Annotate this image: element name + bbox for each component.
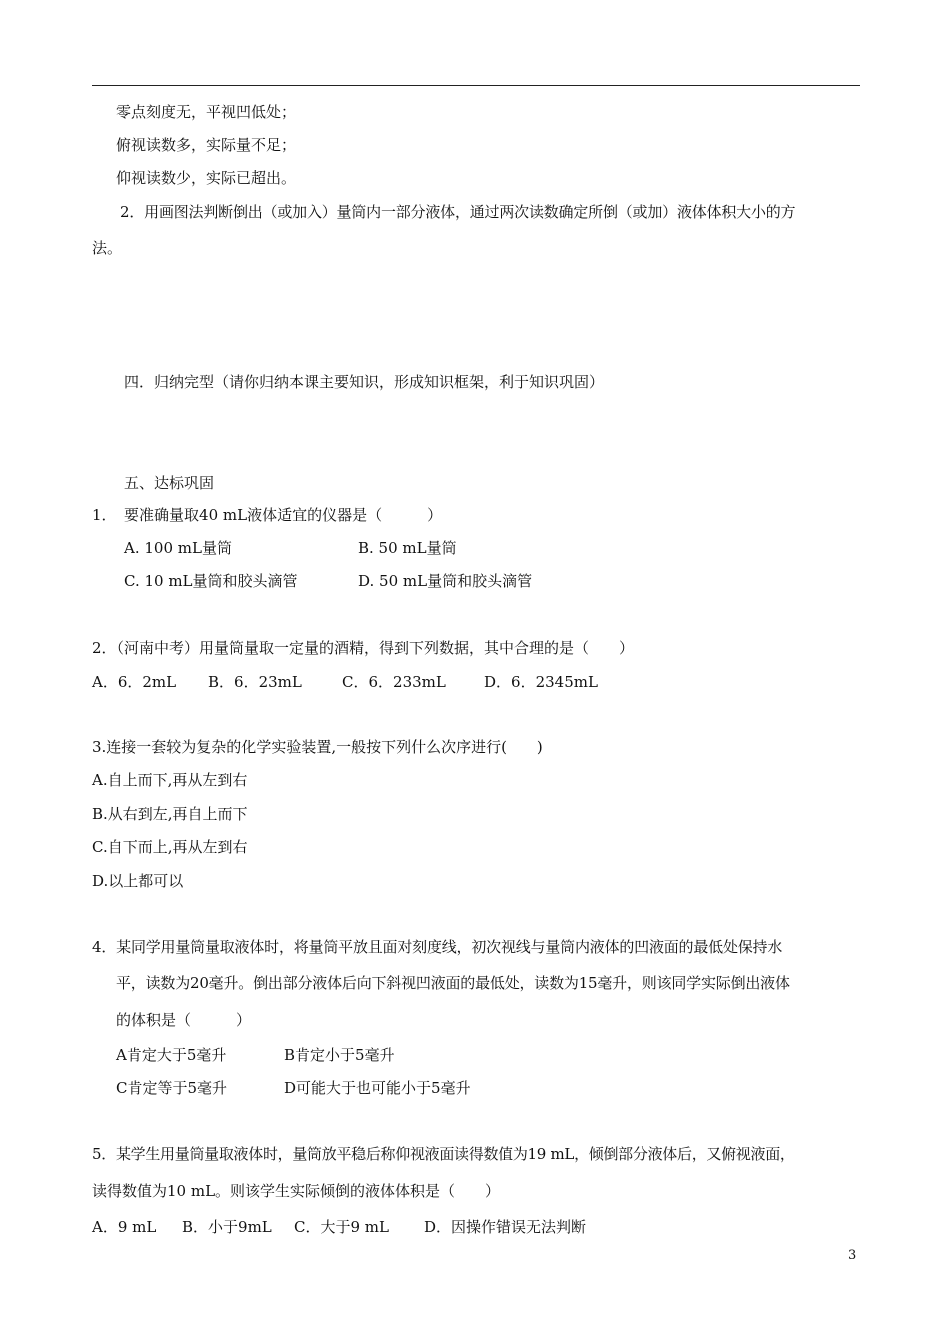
- q4-line-3: 的体积是（ ）: [116, 1011, 252, 1029]
- q3-option-d: D.以上都可以: [92, 872, 184, 890]
- q4-option-b: B肯定小于5毫升: [284, 1046, 395, 1064]
- q5-line-2: 读得数值为10 mL。则该学生实际倾倒的液体体积是（ ）: [92, 1182, 501, 1200]
- q4-line-1: 4．某同学用量筒量取液体时，将量筒平放且面对刻度线，初次视线与量筒内液体的凹液面的最低处保持水: [92, 938, 783, 956]
- q3-option-a: A.自上而下,再从左到右: [92, 771, 248, 789]
- mnemonic-line-2: 俯视读数多，实际量不足；: [116, 136, 297, 154]
- mnemonic-line-1: 零点刻度无，平视凹低处；: [116, 103, 297, 121]
- q4-line-2: 平，读数为20毫升。倒出部分液体后向下斜视凹液面的最低处，读数为15毫升，则该同学实际倒出液体: [116, 974, 790, 992]
- q5-option-c: C．大于9 mL: [294, 1218, 389, 1236]
- q2-option-c: C．6．233mL: [342, 673, 446, 691]
- q1-stem: 1． 要准确量取40 mL液体适宜的仪器是（ ）: [92, 506, 443, 524]
- q4-option-d: D可能大于也可能小于5毫升: [284, 1079, 471, 1097]
- q3-option-b: B.从右到左,再自上而下: [92, 805, 248, 823]
- section4-title: 四．归纳完型（请你归纳本课主要知识，形成知识框架，利于知识巩固）: [124, 373, 605, 391]
- point2-line-2: 法。: [92, 239, 123, 257]
- q5-option-b: B．小于9mL: [182, 1218, 272, 1236]
- q3-option-c: C.自下而上,再从左到右: [92, 838, 248, 856]
- q1-option-c: C. 10 mL量筒和胶头滴管: [124, 572, 298, 590]
- q1-option-d: D. 50 mL量筒和胶头滴管: [358, 572, 533, 590]
- point2-line-1: 2．用画图法判断倒出（或加入）量筒内一部分液体，通过两次读数确定所倒（或加）液体体积大小的方: [120, 203, 796, 221]
- section5-title: 五、达标巩固: [124, 474, 215, 492]
- q4-option-c: C肯定等于5毫升: [116, 1079, 228, 1097]
- page-number: 3: [848, 1248, 857, 1263]
- mnemonic-line-3: 仰视读数少，实际已超出。: [116, 169, 297, 187]
- header-rule: [92, 85, 860, 86]
- q1-option-b: B. 50 mL量筒: [358, 539, 457, 557]
- q5-option-a: A．9 mL: [92, 1218, 157, 1236]
- q5-line-1: 5．某学生用量筒量取液体时，量筒放平稳后称仰视液面读得数值为19 mL，倾倒部分液体后，又俯视液面，: [92, 1145, 795, 1163]
- q2-option-b: B．6．23mL: [208, 673, 302, 691]
- q5-option-d: D．因操作错误无法判断: [424, 1218, 587, 1236]
- q4-option-a: A肯定大于5毫升: [116, 1046, 227, 1064]
- q3-stem: 3.连接一套较为复杂的化学实验装置,一般按下列什么次序进行( ): [92, 738, 543, 756]
- q2-option-d: D．6．2345mL: [484, 673, 598, 691]
- q2-stem: 2．（河南中考）用量筒量取一定量的酒精，得到下列数据，其中合理的是（ ）: [92, 639, 635, 657]
- q1-option-a: A. 100 mL量筒: [124, 539, 232, 557]
- q2-option-a: A．6．2mL: [92, 673, 177, 691]
